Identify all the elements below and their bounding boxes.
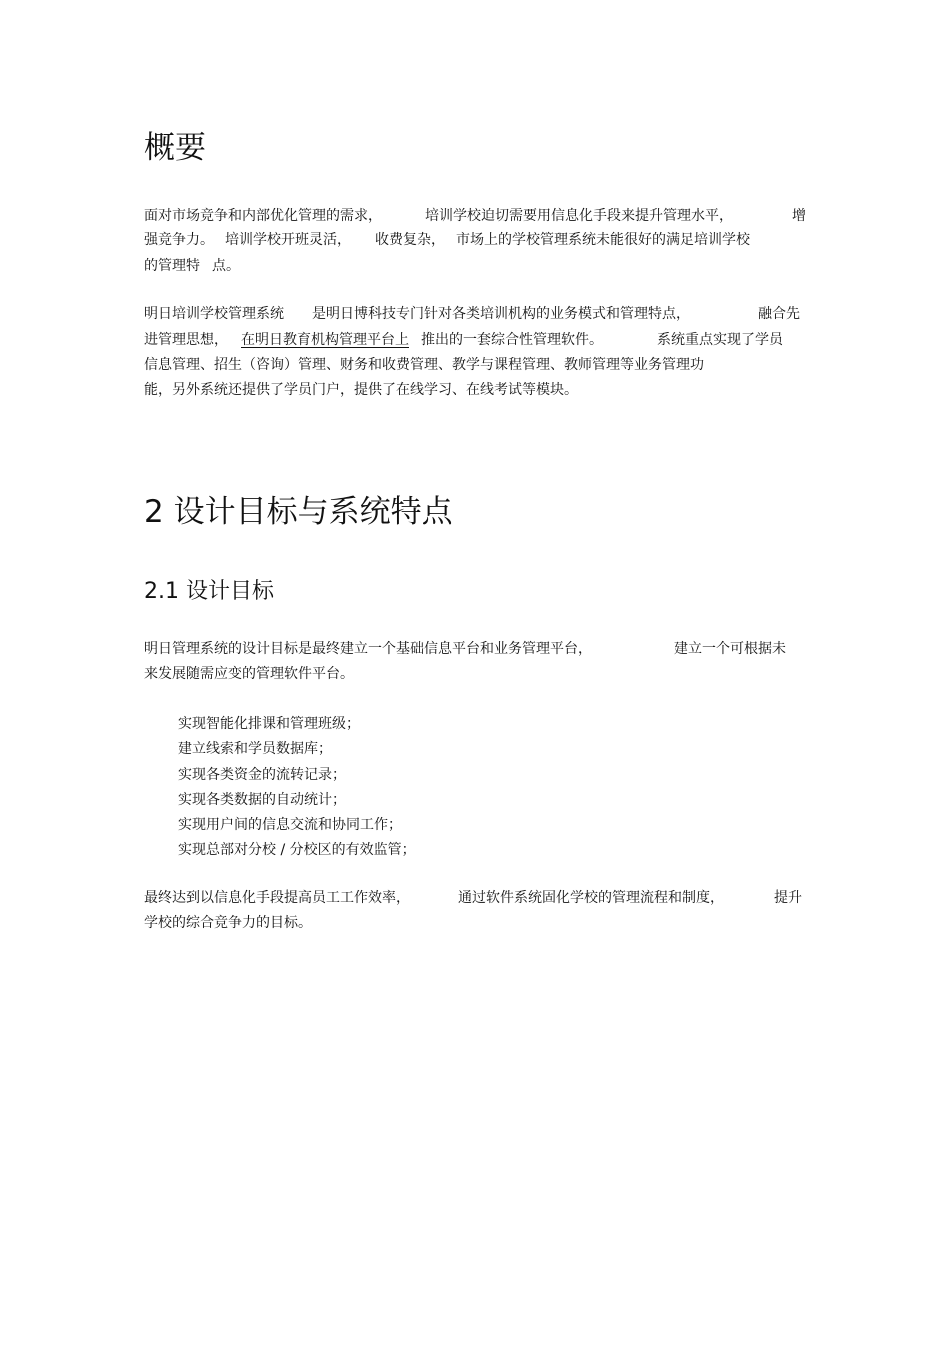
- design-intro-line1-b: 建立一个可根据未: [674, 641, 786, 657]
- summary-para1-line1-a: 面对市场竞争和内部优化管理的需求，: [144, 208, 382, 224]
- summary-para1-line2-d: 市场上的学校管理系统未能很好的满足培训学校: [456, 232, 750, 248]
- goal-item: 实现各类资金的流转记录；: [178, 767, 346, 783]
- summary-para2-line1-b: 是明日博科技专门针对各类培训机构的业务模式和管理特点，: [312, 306, 690, 322]
- goal-item: 建立线索和学员数据库；: [178, 741, 332, 757]
- section2-heading: 2 设计目标与系统特点: [144, 494, 453, 530]
- summary-heading: 概要: [144, 130, 206, 166]
- goal-item: 实现用户间的信息交流和协同工作；: [178, 817, 402, 833]
- section2-1-heading: 2.1 设计目标: [144, 579, 274, 604]
- summary-para2-line1-a: 明日培训学校管理系统: [144, 306, 284, 322]
- summary-para1-line1-c: 增: [792, 208, 806, 224]
- summary-para1-line3-a: 的管理特: [144, 258, 200, 274]
- summary-para2-line2-b: 推出的一套综合性管理软件。: [421, 332, 603, 348]
- summary-para1-line2-c: 收费复杂，: [375, 232, 445, 248]
- summary-para2-line1-c: 融合先: [758, 306, 800, 322]
- summary-para1-line1-b: 培训学校迫切需要用信息化手段来提升管理水平，: [425, 208, 733, 224]
- summary-para2-line4: 能，另外系统还提供了学员门户，提供了在线学习、在线考试等模块。: [144, 382, 578, 398]
- design-intro-line1-a: 明日管理系统的设计目标是最终建立一个基础信息平台和业务管理平台，: [144, 641, 592, 657]
- summary-para2-line2-c: 系统重点实现了学员: [657, 332, 783, 348]
- summary-para1-line3-b: 点。: [212, 258, 240, 274]
- conclusion-line1-c: 提升: [774, 890, 802, 906]
- summary-para2-line2-a: 进管理思想，: [144, 332, 228, 348]
- design-intro-line2: 来发展随需应变的管理软件平台。: [144, 666, 354, 682]
- goal-item: 实现总部对分校 / 分校区的有效监管；: [178, 842, 416, 858]
- conclusion-line1-a: 最终达到以信息化手段提高员工工作效率，: [144, 890, 410, 906]
- summary-para2-line3: 信息管理、招生（咨询）管理、财务和收费管理、教学与课程管理、教师管理等业务管理功: [144, 357, 704, 373]
- summary-para1-line2-b: 培训学校开班灵活，: [225, 232, 351, 248]
- goal-item: 实现各类数据的自动统计；: [178, 792, 346, 808]
- summary-para1-line2-a: 强竞争力。: [144, 232, 214, 248]
- summary-para2-line2-link: 在明日教育机构管理平台上: [241, 332, 409, 348]
- conclusion-line2: 学校的综合竞争力的目标。: [144, 915, 312, 931]
- conclusion-line1-b: 通过软件系统固化学校的管理流程和制度，: [458, 890, 724, 906]
- goal-item: 实现智能化排课和管理班级；: [178, 716, 360, 732]
